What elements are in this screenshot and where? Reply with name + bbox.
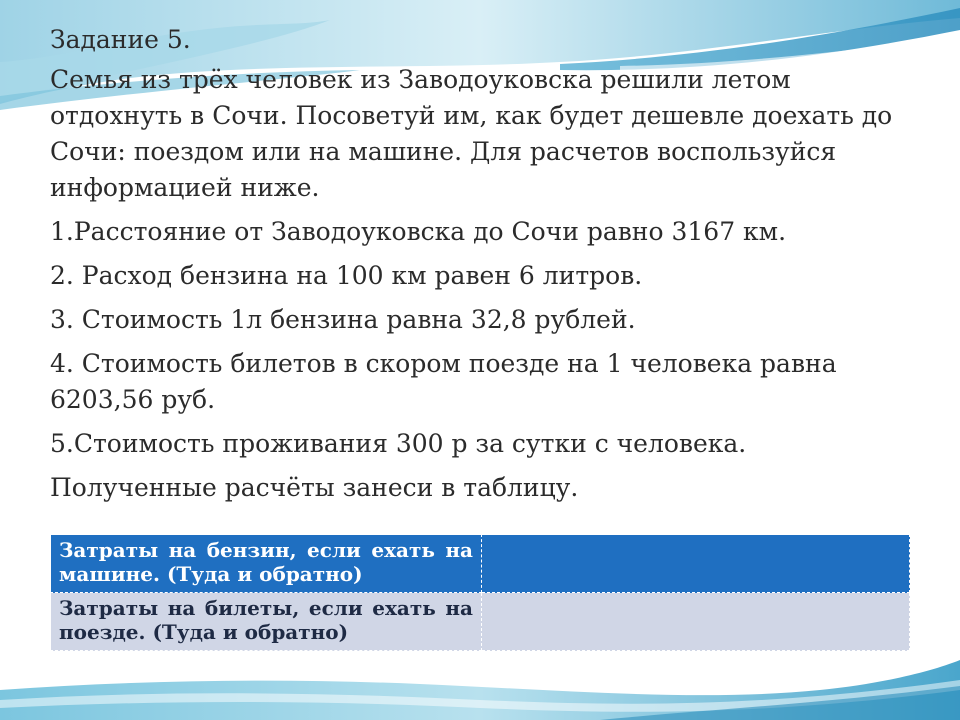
- row-label-train: Затраты на билеты, если ехать на поезде. (Туда и обратно): [51, 593, 482, 651]
- task-item-2: 2. Расход бензина на 100 км равен 6 литров.: [50, 261, 643, 290]
- results-table: [50, 534, 910, 651]
- table-row: [51, 593, 910, 651]
- task-text: [50, 22, 920, 514]
- task-heading: Задание 5.: [50, 25, 191, 54]
- row-label-fuel: Затраты на бензин, если ехать на машине. (Туда и обратно): [51, 535, 482, 593]
- task-item-4: 4. Стоимость билетов в скором поезде на 1 человека равна 6203,56 руб.: [50, 349, 837, 414]
- task-item-3: 3. Стоимость 1л бензина равна 32,8 рублей.: [50, 305, 636, 334]
- row-value-train[interactable]: [482, 593, 910, 651]
- table-row: [51, 535, 910, 593]
- row-value-fuel[interactable]: [482, 535, 910, 593]
- task-closing: Полученные расчёты занеси в таблицу.: [50, 473, 579, 502]
- task-intro: Семья из трёх человек из Заводоуковска решили летом отдохнуть в Сочи. Посоветуй им, как будет дешевле доехать до Сочи: поездом или на машине. Для расчетов воспользуйся информацией ниже.: [50, 65, 893, 202]
- wave-decoration-bottom: [0, 650, 960, 720]
- task-item-1: 1.Расстояние от Заводоуковска до Сочи равно 3167 км.: [50, 217, 787, 246]
- task-item-5: 5.Стоимость проживания 300 р за сутки с человека.: [50, 429, 747, 458]
